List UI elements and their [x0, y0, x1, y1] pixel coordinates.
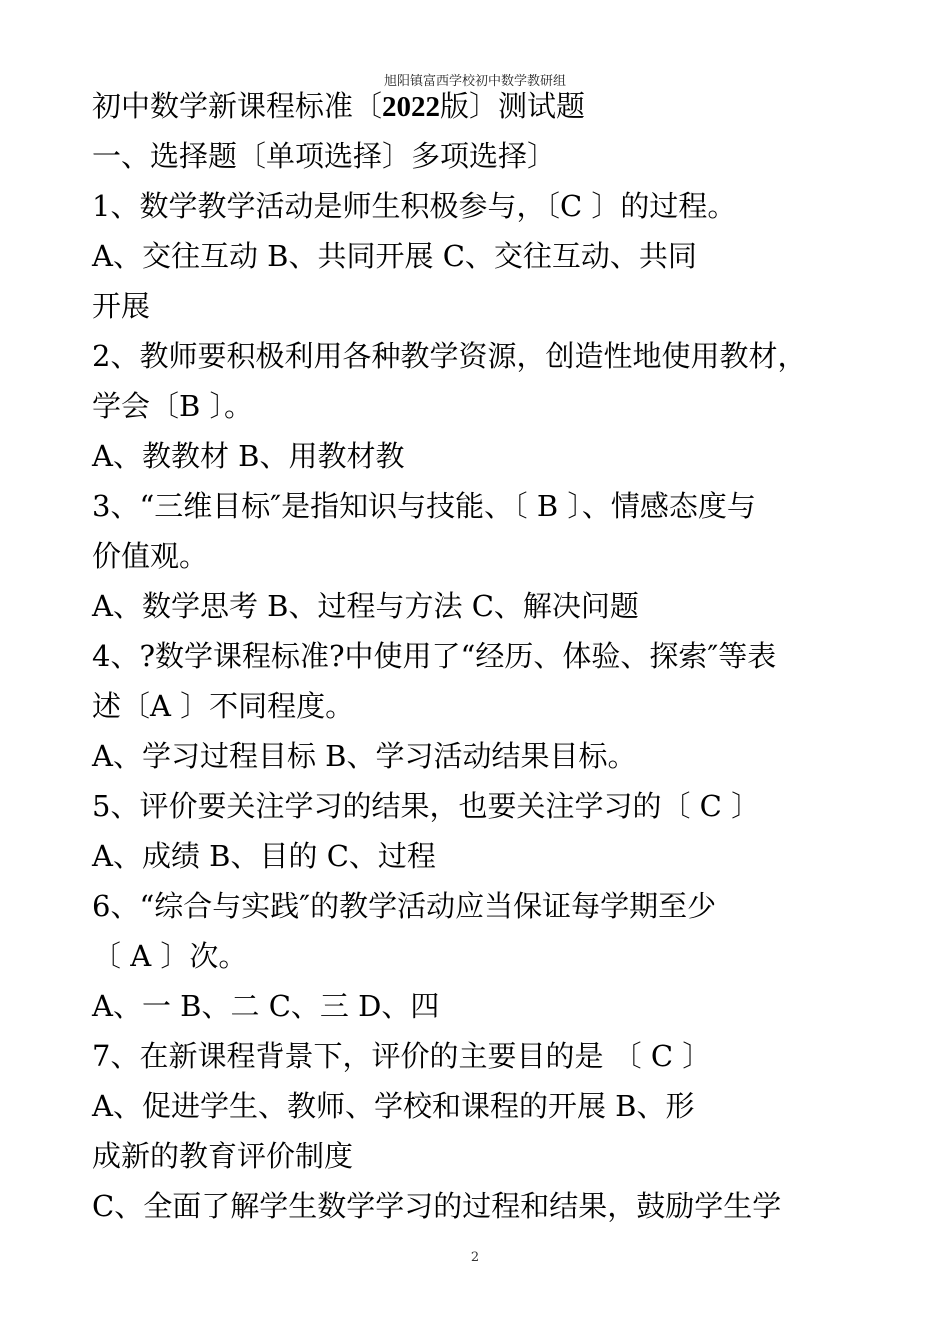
question-line: A、交往互动 B、共同开展 C、交往互动、共同	[92, 239, 697, 273]
question-line: 开展	[92, 289, 151, 323]
question-line: A、学习过程目标 B、学习活动结果目标。	[92, 739, 637, 773]
question-line: C、全面了解学生数学学习的过程和结果，鼓励学生学	[92, 1189, 782, 1223]
page-number: 2	[470, 1250, 480, 1265]
question-line: 3、“三维目标″是指知识与技能、〔 B 〕、情感态度与	[92, 489, 756, 523]
question-line: 2、教师要积极利用各种教学资源，创造性地使用教材，	[92, 339, 807, 373]
title-year: 2022	[382, 91, 441, 123]
document-title	[92, 86, 585, 127]
question-line: A、教教材 B、用教材教	[92, 439, 405, 473]
title-prefix: 初中数学新课程标准〔	[92, 89, 383, 123]
section-heading: 一、选择题〔单项选择〕多项选择〕	[92, 139, 557, 173]
question-line: 学会〔B 〕。	[92, 389, 254, 423]
question-line: 价值观。	[92, 539, 209, 573]
question-line: 4、?数学课程标准?中使用了“经历、体验、探索″等表	[92, 639, 777, 673]
question-line: A、成绩 B、目的 C、过程	[92, 839, 436, 873]
question-line: 7、在新课程背景下，评价的主要目的是 〔 C 〕	[92, 1039, 712, 1073]
question-line: 成新的教育评价制度	[92, 1139, 354, 1173]
question-line: A、促进学生、教师、学校和课程的开展 B、形	[92, 1089, 695, 1123]
question-line: A、数学思考 B、过程与方法 C、解决问题	[92, 589, 639, 623]
question-line: 5、评价要关注学习的结果，也要关注学习的〔 C 〕	[92, 789, 761, 823]
question-line: 1、数学教学活动是师生积极参与，〔C 〕的过程。	[92, 189, 737, 223]
page-header: 旭阳镇富西学校初中数学教研组	[383, 74, 566, 89]
question-line: 6、“综合与实践″的教学活动应当保证每学期至少	[92, 889, 717, 923]
question-line: A、一 B、二 C、三 D、四	[92, 989, 440, 1023]
title-suffix: 版〕测试题	[440, 89, 586, 123]
question-line: 述〔A 〕不同程度。	[92, 689, 355, 723]
question-line: 〔 A 〕次。	[92, 939, 248, 973]
